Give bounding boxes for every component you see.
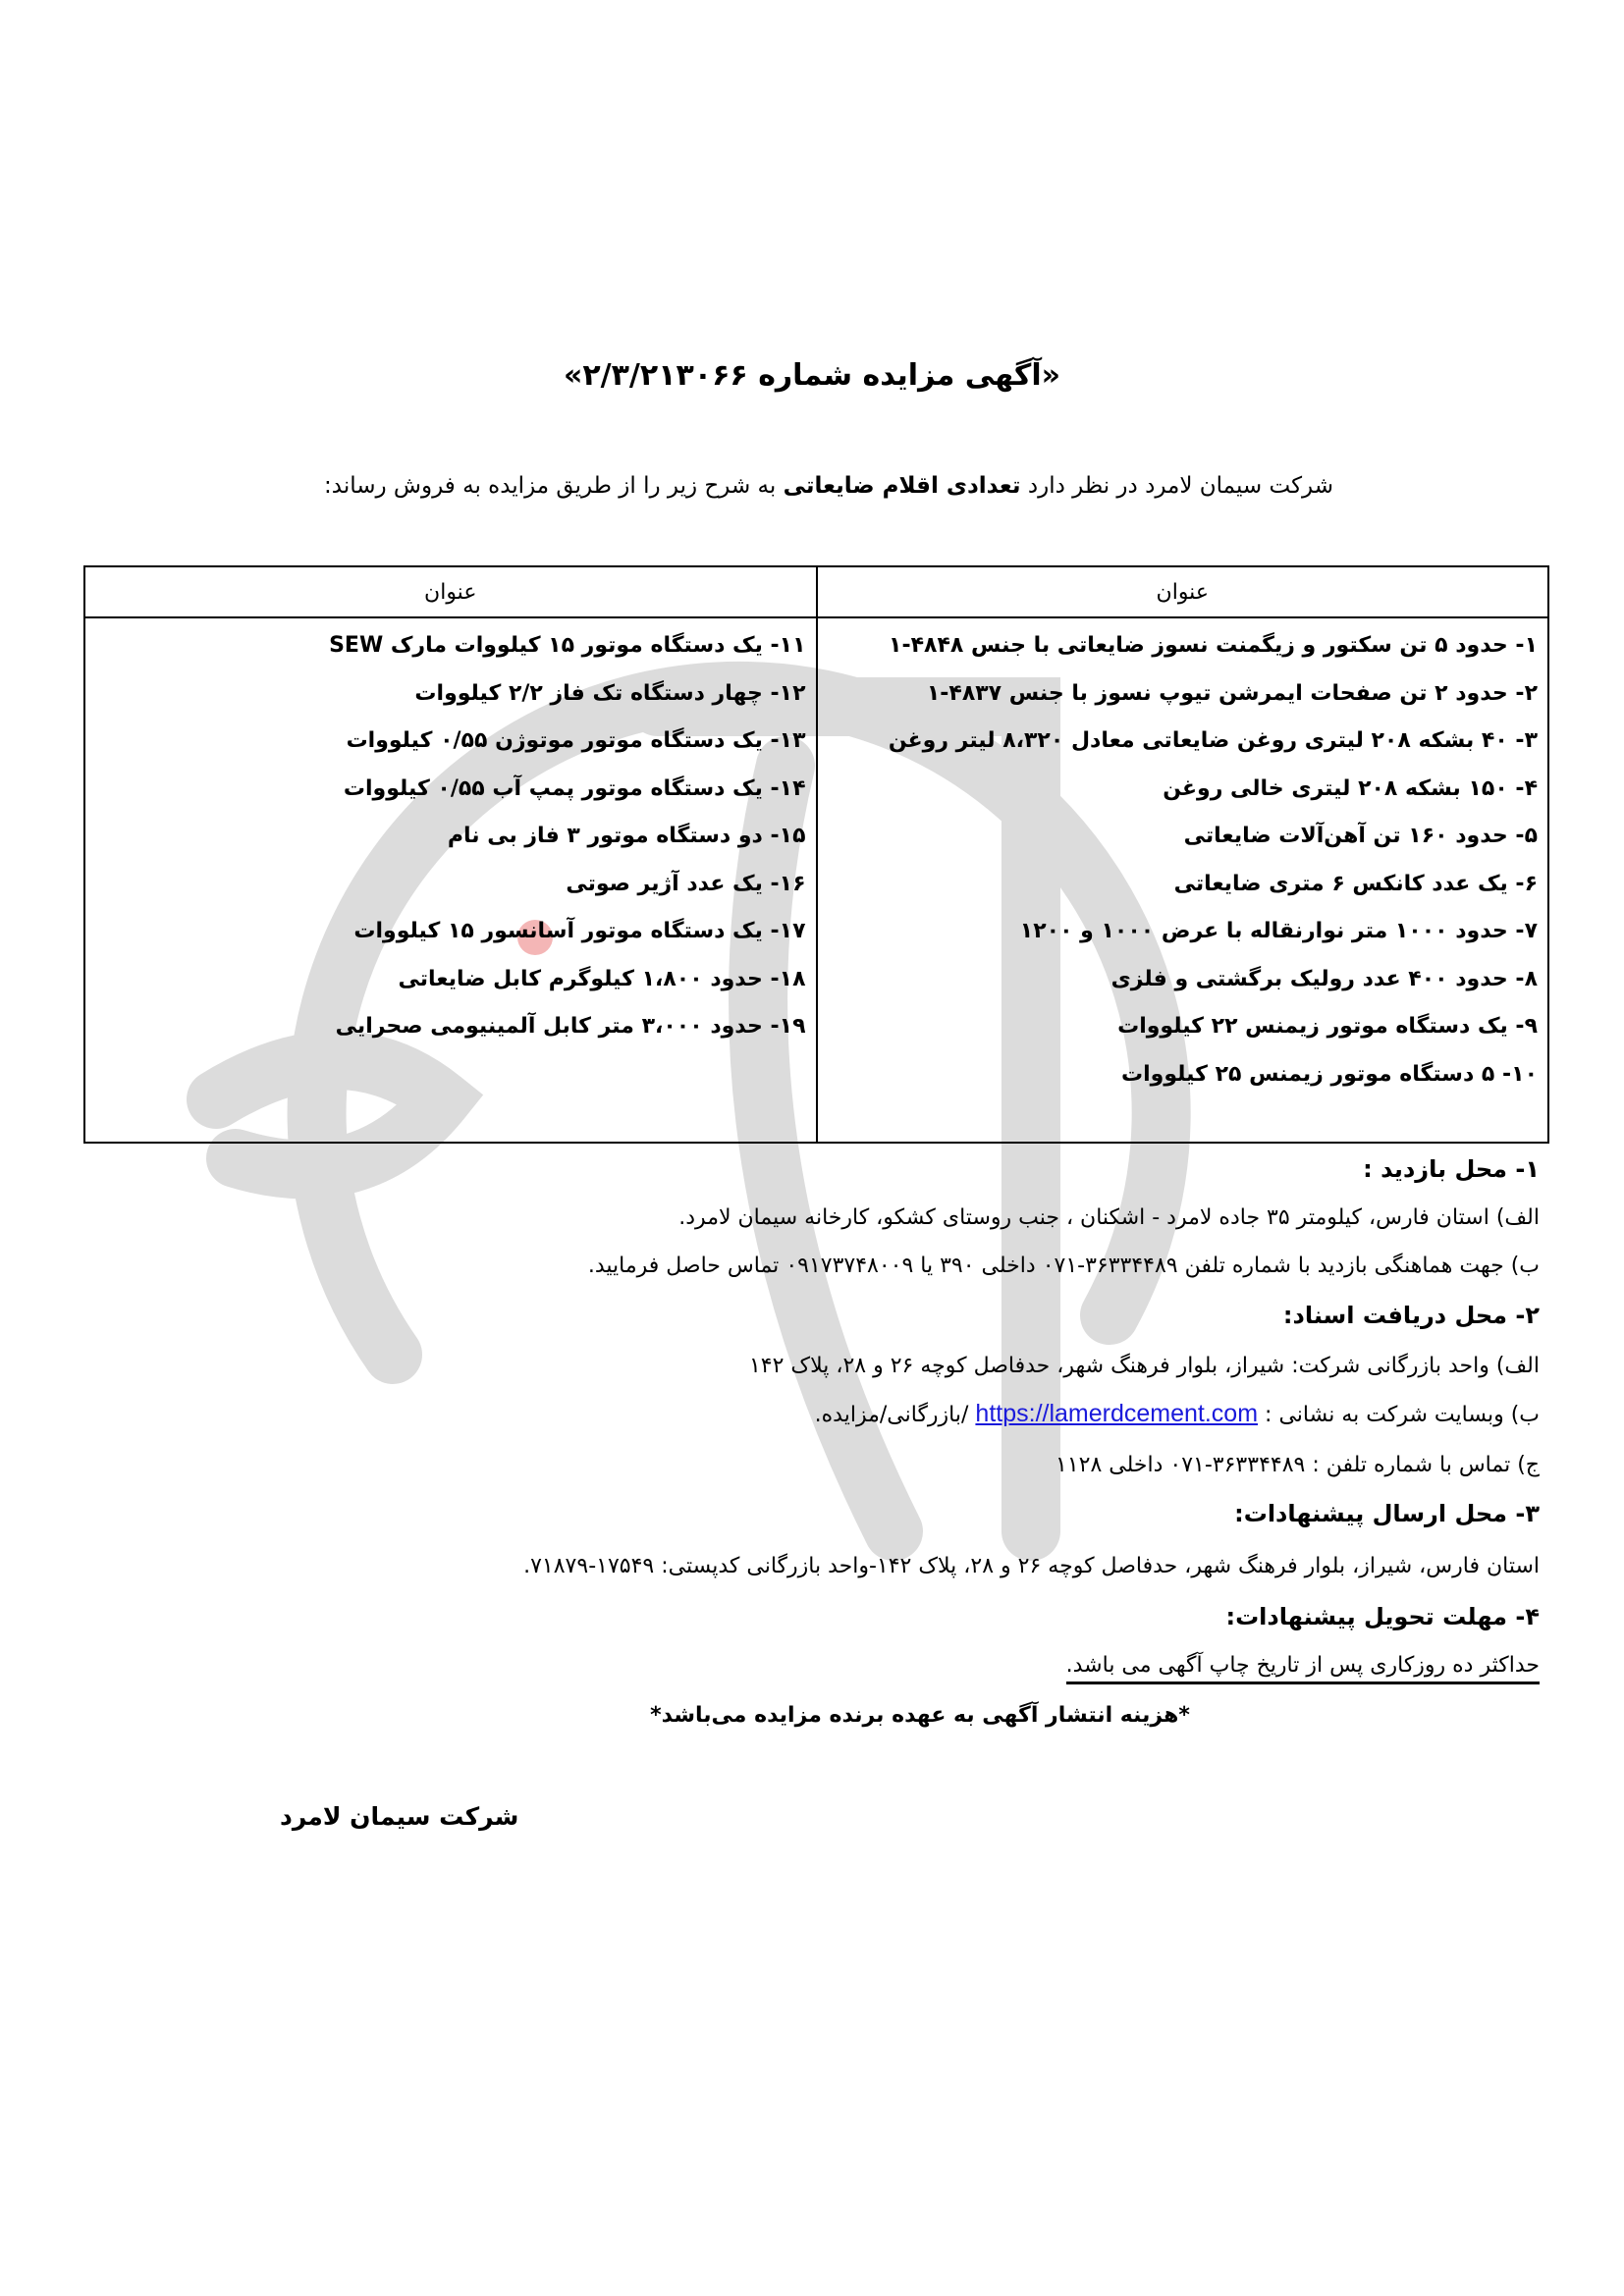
table-row: ۱۳- یک دستگاه موتور موتوژن ۰/۵۵ کیلووات (346, 728, 806, 753)
submission-heading: ۳- محل ارسال پیشنهادات: (1234, 1500, 1540, 1527)
items-column-right (817, 617, 1549, 1143)
website-link[interactable]: https://lamerdcement.com (975, 1400, 1259, 1427)
page-title: «آگهی مزایده شماره ۲/۳/۲۱۳۰۶۶» (563, 358, 1061, 393)
deadline-text: حداکثر ده روزکاری پس از تاریخ چاپ آگهی می باشد. (1066, 1653, 1540, 1684)
visit-contact: ب) جهت هماهنگی بازدید با شماره تلفن ۳۶۳۳۴۴۸۹-۰۷۱ داخلی ۳۹۰ یا ۰۹۱۷۳۷۴۸۰۰۹ تماس حاصل فرمایید. (587, 1254, 1540, 1278)
table-row: ۱۰- ۵ دستگاه موتور زیمنس ۲۵ کیلووات (1121, 1061, 1538, 1087)
intro-text-end: به شرح زیر را از طریق مزایده به فروش رساند: (324, 473, 784, 499)
table-row: ۱۴- یک دستگاه موتور پمپ آب ۰/۵۵ کیلووات (343, 775, 806, 801)
table-row: ۱۵- دو دستگاه موتور ۳ فاز بی نام (447, 824, 806, 848)
visit-address: الف) استان فارس، کیلومتر ۳۵ جاده لامرد - اشکنان ، جنب روستای کشکو، کارخانه سیمان لامرد. (678, 1205, 1540, 1230)
documents-phone: ج) تماس با شماره تلفن : ۳۶۳۳۴۴۸۹-۰۷۱ داخلی ۱۱۲۸ (1056, 1453, 1540, 1477)
signature: شرکت سیمان لامرد (280, 1802, 519, 1831)
visit-heading: ۱- محل بازدید : (1363, 1155, 1540, 1183)
table-row: ۱- حدود ۵ تن سکتور و زیگمنت نسوز ضایعاتی با جنس ۴۸۴۸-۱ (889, 633, 1538, 658)
items-column-left (84, 617, 817, 1143)
table-row: ۳- ۴۰ بشکه ۲۰۸ لیتری روغن ضایعاتی معادل ۸،۳۲۰ لیتر روغن (888, 728, 1538, 753)
table-row: ۲- حدود ۲ تن صفحات ایمرشن تیوپ نسوز با جنس ۴۸۳۷-۱ (926, 680, 1538, 706)
table-row: ۸- حدود ۴۰۰ عدد رولیک برگشتی و فلزی (1110, 966, 1538, 991)
table-row: ۱۱- یک دستگاه موتور ۱۵ کیلووات مارک SEW (329, 633, 806, 658)
deadline-heading: ۴- مهلت تحویل پیشنهادات: (1225, 1603, 1540, 1630)
table-row: ۷- حدود ۱۰۰۰ متر نوارنقاله با عرض ۱۰۰۰ و ۱۲۰۰ (1019, 919, 1538, 943)
table-row: ۱۸- حدود ۱،۸۰۰ کیلوگرم کابل ضایعاتی (398, 966, 806, 991)
cost-note: *هزینه انتشار آگهی به عهده برنده مزایده می‌باشد* (650, 1703, 1190, 1728)
table-row: ۱۲- چهار دستگاه تک فاز ۲/۲ کیلووات (414, 680, 806, 706)
website-path: /بازرگانی/مزایده. (814, 1403, 976, 1427)
intro-paragraph (324, 473, 1333, 499)
table-row: ۱۹- حدود ۳،۰۰۰ متر کابل آلمینیومی صحرایی (335, 1014, 806, 1039)
website-label: ب) وبسایت شرکت به نشانی : (1258, 1403, 1540, 1427)
column-header: عنوان (84, 566, 817, 617)
documents-website (815, 1400, 1540, 1428)
table-row: ۱۶- یک عدد آژیر صوتی (566, 871, 806, 896)
column-header: عنوان (817, 566, 1549, 617)
table-row: ۹- یک دستگاه موتور زیمنس ۲۲ کیلووات (1117, 1014, 1538, 1039)
table-row: ۱۷- یک دستگاه موتور آسانسور ۱۵ کیلووات (353, 919, 806, 943)
intro-bold-text: تعدادی اقلام ضایعاتی (783, 473, 1021, 499)
submission-address: استان فارس، شیراز، بلوار فرهنگ شهر، حدفاصل کوچه ۲۶ و ۲۸، پلاک ۱۴۲-واحد بازرگانی کدپستی: ۱۷۵۴۹-۷۱۸۷۹. (523, 1554, 1540, 1578)
table-row: ۶- یک عدد کانکس ۶ متری ضایعاتی (1173, 871, 1538, 896)
items-table (83, 565, 1549, 1144)
documents-address: الف) واحد بازرگانی شرکت: شیراز، بلوار فرهنگ شهر، حدفاصل کوچه ۲۶ و ۲۸، پلاک ۱۴۲ (748, 1354, 1540, 1378)
documents-heading: ۲- محل دریافت اسناد: (1282, 1302, 1540, 1329)
table-row: ۵- حدود ۱۶۰ تن آهن‌آلات ضایعاتی (1183, 824, 1538, 848)
table-row: ۴- ۱۵۰ بشکه ۲۰۸ لیتری خالی روغن (1163, 775, 1538, 801)
intro-text: شرکت سیمان لامرد در نظر دارد (1020, 473, 1333, 499)
